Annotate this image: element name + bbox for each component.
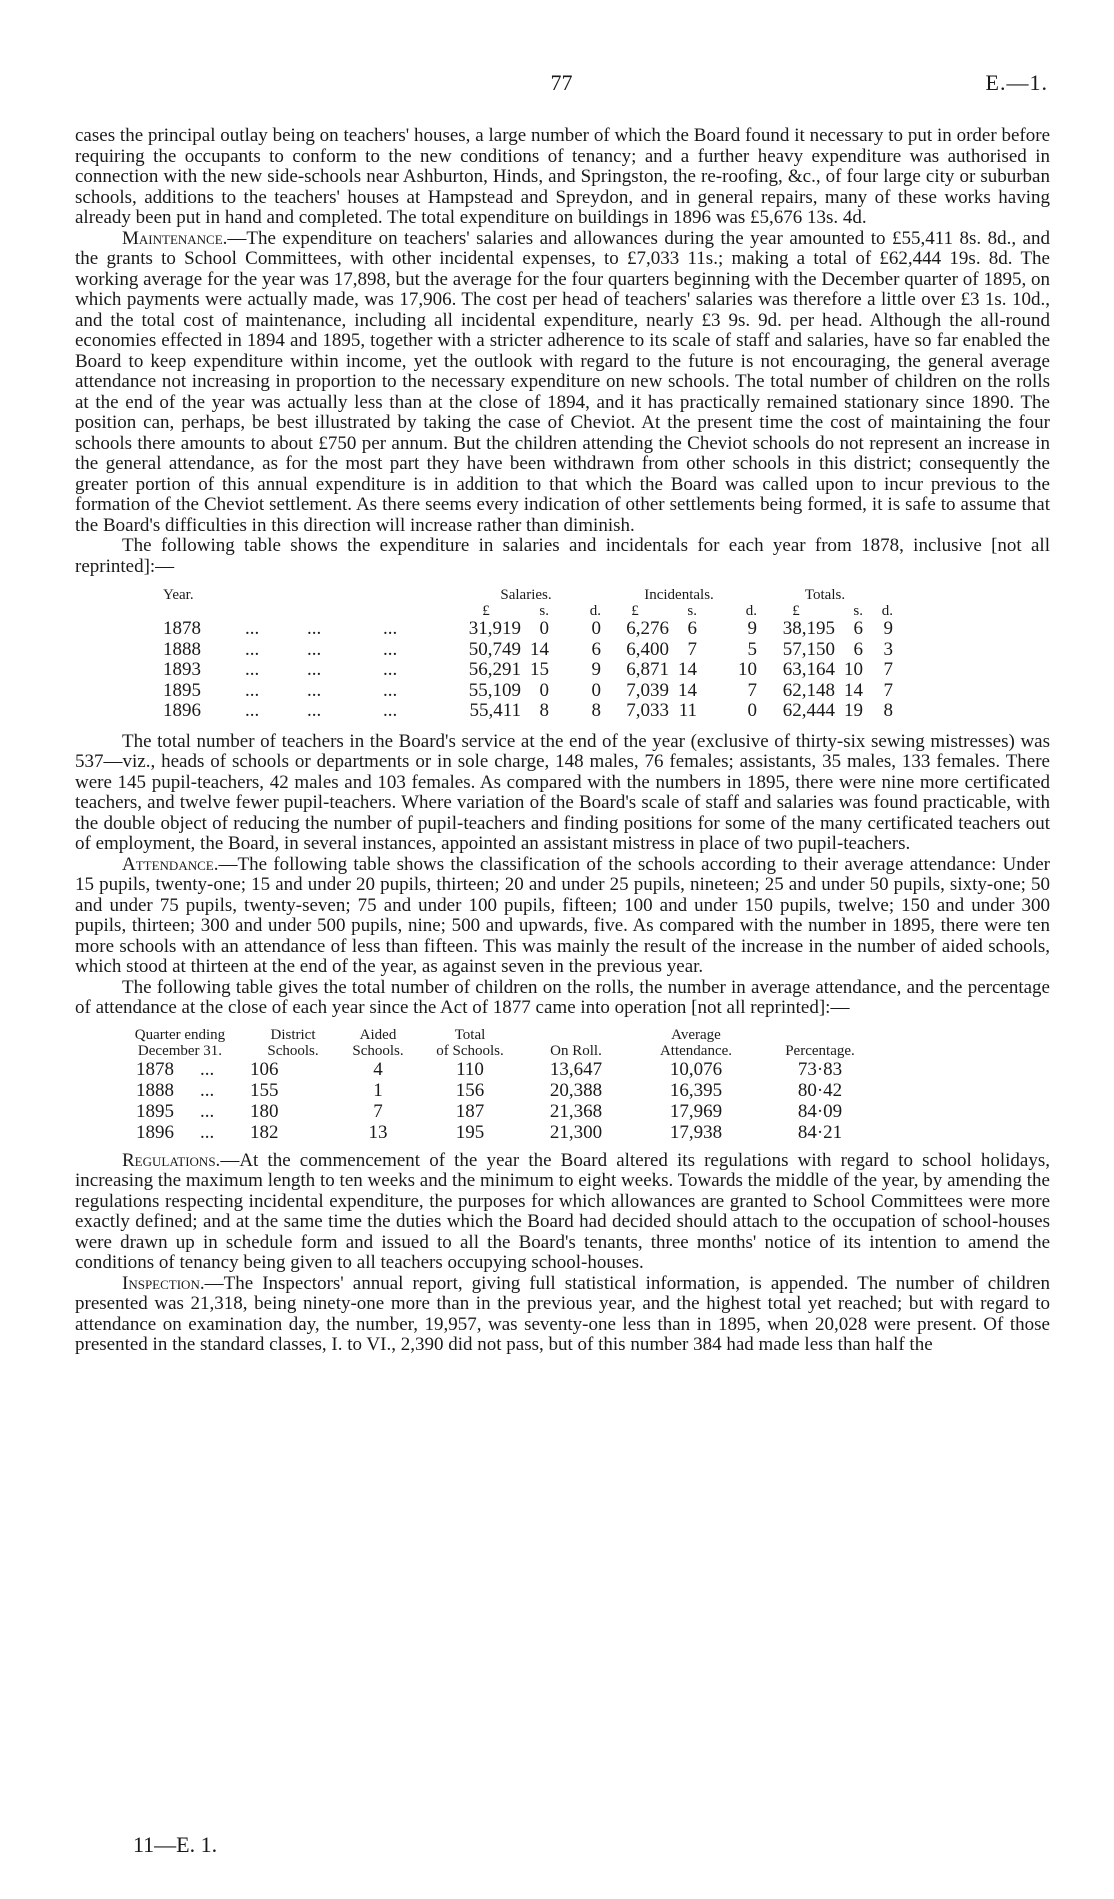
header-total: Total of Schools.	[436, 1026, 504, 1059]
unit-pence: d.	[745, 603, 757, 619]
section-heading-inspection: Inspection.	[122, 1272, 205, 1294]
paragraph-teachers: The total number of teachers in the Board's service at the end of the year (exclusive of thirty-six sewing mistresses) was 537—viz., heads of schools or departments or in sole charge, 148 males, 76 females; assistants, 35 males, 133 females. There were 145 pupil-teachers, 42 males and 103 females. As compared with the numbers in 1895, there were nine more certificated teachers, and twelve fewer pupil-teachers. Where variation of the Board's scale of staff and salaries was found practicable, with the double object of reducing the number of pupil-teachers and finding positions for some of the many certificated teachers out of employment, the Board, in several instances, appointed an assistant mistress in place of two pupil-teachers.	[75, 730, 1050, 854]
header-incidentals: Incidentals.	[644, 587, 714, 603]
signature-mark: 11—E. 1.	[133, 1832, 218, 1857]
header-quarter: Quarter ending December 31.	[134, 1026, 226, 1059]
table-row: 1896 ... ... ... 55,411 8 8 7,033 11 0 62,444 19 8	[163, 700, 893, 721]
body-text	[75, 126, 1050, 1356]
paragraph-buildings: cases the principal outlay being on teachers' houses, a large number of which the Board found it necessary to put in order before requiring the occupants to conform to the new conditions of tenancy; and a further heavy expenditure was authorised in connection with the new side-schools near Ashburton, Hinds, and Springston, the re-roofing, &c., of four large city or suburban schools, additions to the teachers' houses at Hampstead and Spreydon, and in general repairs, many of these works having already been put in hand and completed. The total expenditure on buildings in 1896 was £5,676 13s. 4d.	[75, 125, 1050, 228]
unit-pence: d.	[589, 603, 601, 619]
paragraph-maintenance-text: —The expenditure on teachers' salaries and allowances during the year amounted to £55,411 8s. 8d., and the grants to School Committees, with other incidental expenses, to £7,033 11s.; making a total of £62,444 19s. 8d. The working average for the year was 17,898, but the average for the four quarters beginning with the December quarter of 1895, on which payments were actually made, was 17,906. The cost per head of teachers' salaries was therefore a little over £3 1s. 10d., and the total cost of maintenance, including all incidental expenditure, nearly £3 9s. 9d. per head. Although the all-round economies effected in 1894 and 1895, together with a stricter adherence to its scale of staff and salaries, have so far enabled the Board to keep expenditure within income, yet the outlook with regard to the future is not encouraging, the general average attendance not increasing in proportion to the necessary expenditure on new schools. The total number of children on the rolls at the end of the year was actually less than at the close of 1894, and it has practically remained stationary since 1890. The position can, perhaps, be best illustrated by taking the case of Cheviot. At the present time the cost of maintaining the four schools there amounts to about £750 per annum. But the children attending the Cheviot schools do not represent an increase in the general attendance, as for the most part they have been withdrawn from other schools in this district; consequently the greater portion of this annual expenditure is in addition to that which the Board was called upon to incur previous to the formation of the Cheviot settlement. As there seems every indication of other settlements being formed, it is safe to assume that the Board's difficulties in this direction will increase rather than diminish.	[75, 227, 1050, 536]
header-average: Average Attendance.	[659, 1026, 733, 1059]
table-row: 1893 ... ... ... 56,291 15 9 6,871 14 10 63,164 10 7	[163, 659, 893, 680]
table-row: 1895 ... ... ... 55,109 0 0 7,039 14 7 62,148 14 7	[163, 679, 893, 701]
attendance-table-header	[110, 1027, 880, 1059]
unit-shilling: s.	[853, 603, 863, 619]
paragraph-attendance	[75, 855, 1050, 978]
attendance-table	[110, 1027, 880, 1143]
paragraph-inspection-text: —The Inspectors' annual report, giving full statistical information, is appended. The number of children presented was 21,318, being ninety-one more than in the previous year, and the highest total yet reached; but with regard to attendance on examination day, the number, 19,957, was seventy-one less than in 1895, when 20,028 were present. Of those presented in the standard classes, I. to VI., 2,390 did not pass, but of this number 384 had made less than half the	[75, 1272, 1050, 1355]
unit-pound: £	[482, 603, 490, 619]
unit-pound: £	[792, 603, 800, 619]
header-district: District Schools.	[267, 1026, 319, 1059]
header-roll: On Roll.	[550, 1042, 602, 1059]
paragraph-regulations	[75, 1151, 1050, 1274]
paragraph-table2-intro: The following table gives the total number of children on the rolls, the number in average attendance, and the percentage of attendance at the close of each year since the Act of 1877 came into operation [not all reprinted]:—	[75, 976, 1050, 1018]
expenditure-table-units	[163, 603, 893, 619]
header-percentage: Percentage.	[785, 1042, 855, 1059]
header-year: Year.	[163, 587, 194, 603]
paragraph-attendance-text: —The following table shows the classification of the schools according to their average attendance: Under 15 pupils, twenty-one; 15 and under 20 pupils, thirteen; 20 and under 25 pupils, nineteen; 25 and under 50 pupils, sixty-one; 50 and under 75 pupils, twenty-seven; 75 and under 100 pupils, fifteen; 100 and under 150 pupils, twelve; 150 and under 300 pupils, thirteen; 300 and under 500 pupils, nine; 500 and upwards, five. As compared with the number in 1895, there were ten more schools with an attendance of less than fifteen. This was mainly the result of the increase in the number of aided schools, which stood at thirteen at the end of the year, as against seven in the previous year.	[75, 853, 1050, 977]
document-reference: E.—1.	[985, 70, 1048, 95]
section-heading-regulations: Regulations.	[122, 1149, 221, 1171]
unit-pence: d.	[881, 603, 893, 619]
table-row: 1878 ... ... ... 31,919 0 0 6,276 6 9 38,195 6 9	[163, 618, 893, 639]
page-number: 77	[550, 70, 573, 95]
unit-pound: £	[631, 603, 639, 619]
paragraph-maintenance	[75, 229, 1050, 537]
unit-shilling: s.	[539, 603, 549, 619]
section-heading-maintenance: Maintenance.	[122, 227, 228, 249]
table-row: 1895 ... 180 7 187 21,368 17,969 84·09	[136, 1100, 843, 1122]
header-totals: Totals.	[804, 587, 846, 603]
page-header	[75, 70, 1048, 100]
paragraph-table1-intro: The following table shows the expenditure in salaries and incidentals for each year from 1878, inclusive [not all reprinted]:—	[75, 535, 1050, 577]
table-row: 1888 ... ... ... 50,749 14 6 6,400 7 5 57,150 6 3	[163, 638, 893, 660]
unit-shilling: s.	[687, 603, 697, 619]
paragraph-regulations-text: —At the commencement of the year the Board altered its regulations with regard to school holidays, increasing the maximum length to ten weeks and the minimum to eight weeks. Towards the middle of the year, by amending the regulations respecting incidental expenditure, the purposes for which allowances are granted to School Committees were more exactly defined; and at the same time the duties which the Board had decided should attach to the occupation of school-houses were drawn up in schedule form and issued to all the Board's tenants, three months' notice of its intention to amend the conditions of tenancy being given to all teachers occupying school-houses.	[75, 1149, 1050, 1273]
section-heading-attendance: Attendance.	[122, 853, 219, 875]
expenditure-table	[163, 587, 893, 722]
header-salaries: Salaries.	[500, 587, 552, 603]
table-row: 1878 ... 106 4 110 13,647 10,076 73·83	[136, 1058, 843, 1080]
expenditure-table-header	[163, 587, 893, 603]
table-row: 1896 ... 182 13 195 21,300 17,938 84·21	[136, 1121, 843, 1143]
paragraph-inspection	[75, 1274, 1050, 1356]
header-aided: Aided Schools.	[352, 1026, 404, 1059]
table-row: 1888 ... 155 1 156 20,388 16,395 80·42	[136, 1079, 843, 1101]
